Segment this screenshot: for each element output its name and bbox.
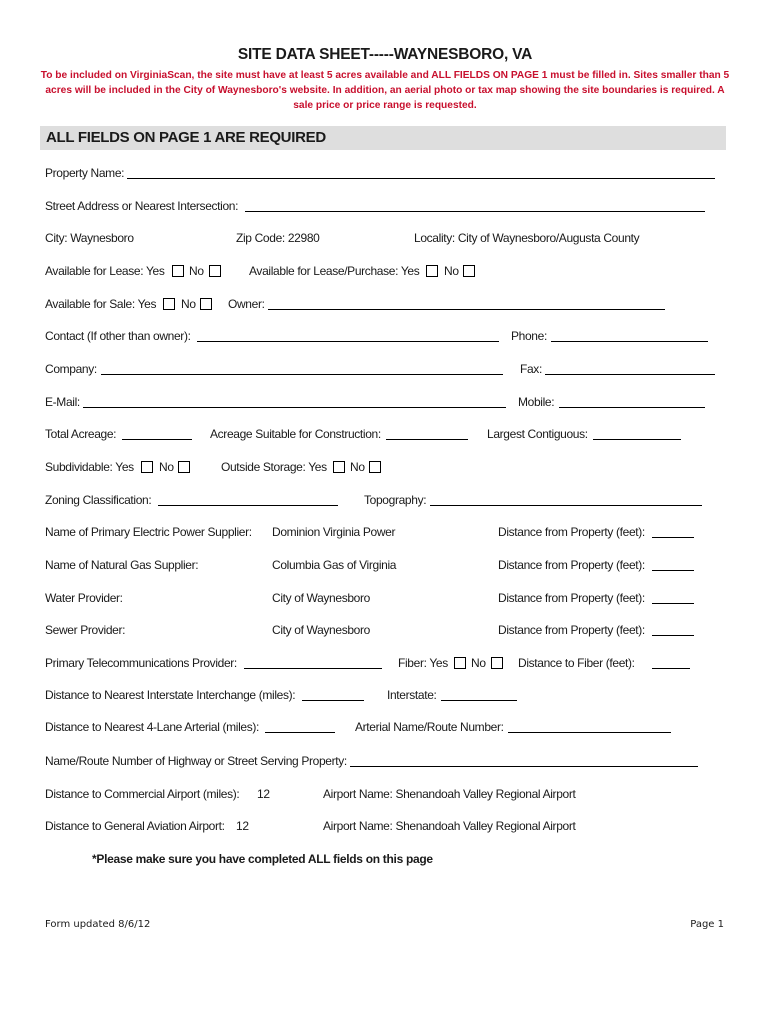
commercial-airport-distance-label: Distance to Commercial Airport (miles):	[45, 787, 240, 801]
available-sale-no-checkbox[interactable]	[200, 298, 212, 310]
subdividable-no-label: No	[159, 460, 174, 474]
zoning-label: Zoning Classification:	[45, 493, 152, 507]
arterial-name-label: Arterial Name/Route Number:	[355, 720, 504, 734]
zoning-field[interactable]	[158, 505, 338, 506]
outside-storage-no-checkbox[interactable]	[369, 461, 381, 473]
arterial-name-field[interactable]	[508, 732, 671, 733]
water-distance-field[interactable]	[652, 603, 694, 604]
property-name-label: Property Name:	[45, 166, 125, 180]
subdividable-yes-checkbox[interactable]	[141, 461, 153, 473]
street-address-label: Street Address or Nearest Intersection:	[45, 199, 239, 213]
water-provider-value: City of Waynesboro	[272, 591, 370, 605]
commercial-airport-distance-value: 12	[257, 787, 270, 801]
commercial-airport-name: Airport Name: Shenandoah Valley Regional Airport	[323, 787, 576, 801]
outside-storage-yes-checkbox[interactable]	[333, 461, 345, 473]
mobile-field[interactable]	[559, 407, 705, 408]
email-label: E-Mail:	[45, 395, 80, 409]
gas-supplier-value: Columbia Gas of Virginia	[272, 558, 397, 572]
subdividable-no-checkbox[interactable]	[178, 461, 190, 473]
water-distance-label: Distance from Property (feet):	[498, 591, 645, 605]
topography-label: Topography:	[364, 493, 427, 507]
banner-text: ALL FIELDS ON PAGE 1 ARE REQUIRED	[46, 129, 326, 146]
topography-field[interactable]	[430, 505, 702, 506]
interstate-distance-label: Distance to Nearest Interstate Interchange (miles):	[45, 688, 296, 702]
telecom-field[interactable]	[244, 668, 382, 669]
electric-distance-label: Distance from Property (feet):	[498, 525, 645, 539]
highway-field[interactable]	[350, 766, 698, 767]
phone-label: Phone:	[511, 329, 547, 343]
arterial-distance-label: Distance to Nearest 4-Lane Arterial (miles):	[45, 720, 260, 734]
contact-field[interactable]	[197, 341, 499, 342]
total-acreage-label: Total Acreage:	[45, 427, 117, 441]
available-sale-label: Available for Sale: Yes	[45, 297, 157, 311]
gas-distance-field[interactable]	[652, 570, 694, 571]
gas-distance-label: Distance from Property (feet):	[498, 558, 645, 572]
form-updated-date: Form updated 8/6/12	[45, 919, 151, 930]
required-fields-banner	[40, 126, 726, 150]
available-lease-purchase-no-checkbox[interactable]	[463, 265, 475, 277]
available-lease-no-checkbox[interactable]	[209, 265, 221, 277]
available-lease-purchase-label: Available for Lease/Purchase: Yes	[249, 264, 420, 278]
sewer-distance-label: Distance from Property (feet):	[498, 623, 645, 637]
available-lease-yes-checkbox[interactable]	[172, 265, 184, 277]
email-field[interactable]	[83, 407, 506, 408]
sewer-provider-label: Sewer Provider:	[45, 623, 126, 637]
fiber-yes-checkbox[interactable]	[454, 657, 466, 669]
water-provider-label: Water Provider:	[45, 591, 123, 605]
interstate-field[interactable]	[441, 700, 517, 701]
fiber-distance-field[interactable]	[652, 668, 690, 669]
outside-storage-no-label: No	[350, 460, 365, 474]
ga-airport-distance-label: Distance to General Aviation Airport:	[45, 819, 225, 833]
completion-reminder: *Please make sure you have completed ALL fields on this page	[92, 852, 433, 866]
owner-field[interactable]	[268, 309, 665, 310]
city-value: City: Waynesboro	[45, 231, 134, 245]
mobile-label: Mobile:	[518, 395, 555, 409]
owner-label: Owner:	[228, 297, 265, 311]
locality-value: Locality: City of Waynesboro/Augusta County	[414, 231, 640, 245]
fax-field[interactable]	[545, 374, 715, 375]
outside-storage-label: Outside Storage: Yes	[221, 460, 327, 474]
subdividable-label: Subdividable: Yes	[45, 460, 134, 474]
total-acreage-field[interactable]	[122, 439, 192, 440]
zip-value: Zip Code: 22980	[236, 231, 320, 245]
highway-label: Name/Route Number of Highway or Street Serving Property:	[45, 754, 347, 768]
street-address-field[interactable]	[245, 211, 705, 212]
electric-supplier-value: Dominion Virginia Power	[272, 525, 396, 539]
ga-airport-name: Airport Name: Shenandoah Valley Regional Airport	[323, 819, 576, 833]
interstate-label: Interstate:	[387, 688, 437, 702]
property-name-field[interactable]	[127, 178, 715, 179]
acreage-construction-label: Acreage Suitable for Construction:	[210, 427, 381, 441]
available-sale-yes-checkbox[interactable]	[163, 298, 175, 310]
page-number: Page 1	[690, 919, 724, 930]
available-lease-no-label: No	[189, 264, 204, 278]
fiber-label: Fiber: Yes	[398, 656, 448, 670]
fiber-distance-label: Distance to Fiber (feet):	[518, 656, 635, 670]
largest-contiguous-label: Largest Contiguous:	[487, 427, 588, 441]
sewer-provider-value: City of Waynesboro	[272, 623, 370, 637]
requirements-notice: To be included on VirginiaScan, the site must have at least 5 acres available and ALL FIELDS ON PAGE 1 must be filled in. Sites smaller than 5 acres will be included in the City of Waynesboro's website. In addition, an aerial photo or tax map showing the site boundaries is required. A sale price or price range is requested.	[40, 70, 730, 111]
arterial-distance-field[interactable]	[265, 732, 335, 733]
company-field[interactable]	[101, 374, 503, 375]
ga-airport-distance-value: 12	[236, 819, 249, 833]
page-title: SITE DATA SHEET-----WAYNESBORO, VA	[237, 46, 533, 63]
available-lease-purchase-no-label: No	[444, 264, 459, 278]
gas-supplier-label: Name of Natural Gas Supplier:	[45, 558, 199, 572]
largest-contiguous-field[interactable]	[593, 439, 681, 440]
interstate-distance-field[interactable]	[302, 700, 364, 701]
available-sale-no-label: No	[181, 297, 196, 311]
phone-field[interactable]	[551, 341, 708, 342]
fiber-no-label: No	[471, 656, 486, 670]
company-label: Company:	[45, 362, 97, 376]
fax-label: Fax:	[520, 362, 542, 376]
acreage-construction-field[interactable]	[386, 439, 468, 440]
fiber-no-checkbox[interactable]	[491, 657, 503, 669]
contact-label: Contact (If other than owner):	[45, 329, 191, 343]
telecom-label: Primary Telecommunications Provider:	[45, 656, 237, 670]
electric-supplier-label: Name of Primary Electric Power Supplier:	[45, 525, 252, 539]
electric-distance-field[interactable]	[652, 537, 694, 538]
sewer-distance-field[interactable]	[652, 635, 694, 636]
available-lease-label: Available for Lease: Yes	[45, 264, 165, 278]
available-lease-purchase-yes-checkbox[interactable]	[426, 265, 438, 277]
